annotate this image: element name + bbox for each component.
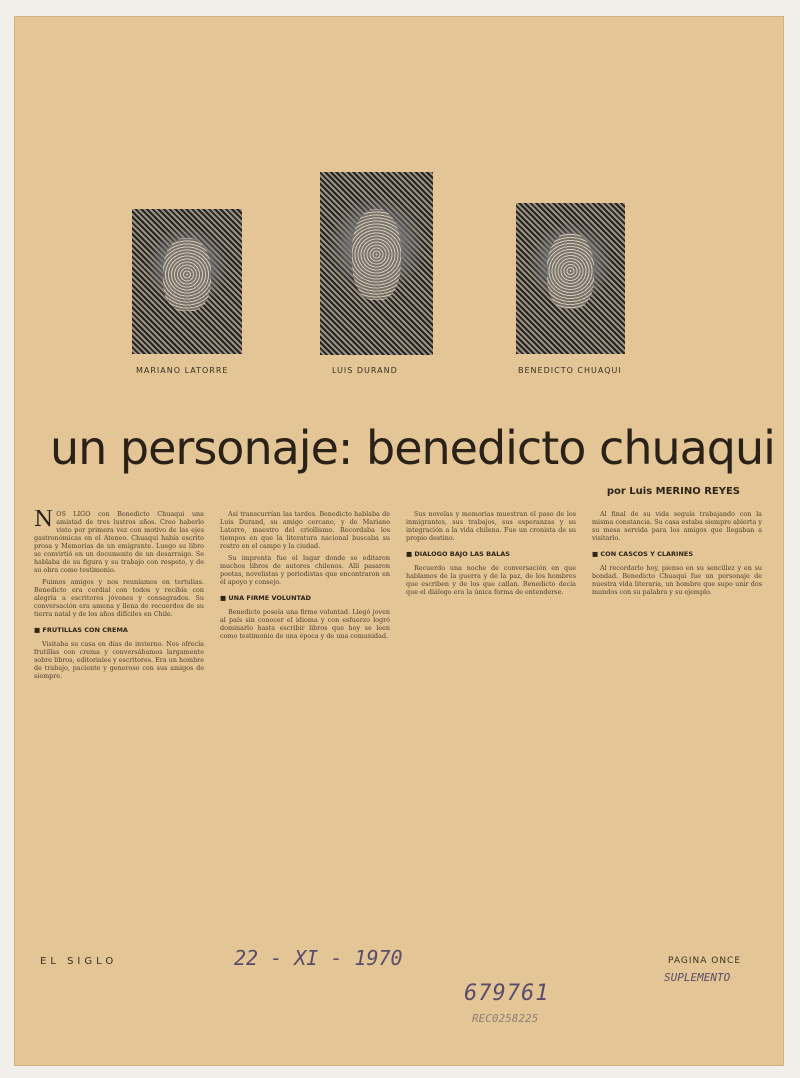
paragraph: Sus novelas y memorias muestran el paso de los inmigrantes, sus trabajos, sus esperanzas y su integración a la vida chilena. Fue un cronista de su propio destino. [406,510,576,542]
article-column-3 [406,510,576,930]
footer-page-label: PAGINA ONCE [668,956,742,966]
paragraph: Visitaba su casa en días de invierno. Nos ofrecía frutillas con crema y conversábamos largamente sobre libros, editoriales y escritores. Era un hombre de trabajo, paciente y generoso con sus amigos de siempre. [34,640,204,680]
byline: por Luis MERINO REYES [606,486,740,497]
photo-mariano-latorre [132,209,242,354]
headline: un personaje: benedicto chuaqui [50,421,775,475]
newspaper-page [14,16,784,1066]
subheading: ■ FRUTILLAS CON CREMA [34,626,204,634]
photo-benedicto-chuaqui [516,203,625,354]
subheading: ■ CON CASCOS Y CLARINES [592,550,762,558]
dropcap: N [34,510,54,532]
article-column-4 [592,510,762,930]
caption-luis-durand: LUIS DURAND [332,366,398,375]
caption-benedicto-chuaqui: BENEDICTO CHUAQUI [518,366,622,375]
article-column-2 [220,510,390,930]
caption-mariano-latorre: MARIANO LATORRE [136,366,229,375]
paragraph: Fuimos amigos y nos reuníamos en tertulias. Benedicto era cordial con todos y recibía con alegría a escritores jóvenes y consagrados. Su conversación era amena y llena de recuerdos de su tierra natal y de los años difíciles en Chile. [34,578,204,618]
subheading: ■ UNA FIRME VOLUNTAD [220,594,390,602]
subheading: ■ DIALOGO BAJO LAS BALAS [406,550,576,558]
handwritten-reference: REC0258225 [472,1012,539,1025]
footer-newspaper-name: EL SIGLO [40,956,118,967]
paragraph: Recuerdo una noche de conversación en que hablamos de la guerra y de la paz, de los hombres que escriben y de los que callan. Benedicto decía que el diálogo era la única forma de entenderse. [406,564,576,596]
handwritten-supplement: SUPLEMENTO [664,971,731,984]
article-column-1 [34,510,204,930]
handwritten-number: 679761 [464,981,550,1006]
handwritten-date: 22 - XI - 1970 [234,946,403,970]
paragraph: Al recordarlo hoy, pienso en su sencillez y en su bondad. Benedicto Chuaqui fue un personaje de nuestra vida literaria, un hombre que supo unir dos mundos con su palabra y su ejemplo. [592,564,762,596]
paragraph: Así transcurrían las tardes. Benedicto hablaba de Luis Durand, su amigo cercano, y de Mariano Latorre, maestro del criollismo. Recordaba los tiempos en que la literatura nacional buscaba su rostro en el campo y la ciudad. [220,510,390,550]
paragraph: Al final de su vida seguía trabajando con la misma constancia. Su casa estaba siempre abierta y su mesa servida para los amigos que llegaban a visitarlo. [592,510,762,542]
photo-luis-durand [320,172,433,355]
paragraph: Benedicto poseía una firme voluntad. Llegó joven al país sin conocer el idioma y con esfuerzo logró dominarlo hasta escribir libros que hoy se leen como testimonio de una época y de una comunidad. [220,608,390,640]
paragraph: OS LIGO con Benedicto Chuaqui una amistad de tres lustros años. Creo haberlo visto por primera vez con motivo de las ejes gastronómicas en el Ateneo. Chuaqui había escrito prosa y Memorias de un emigrante. Luego su libro se convirtió en un documento de un desarraigo. Se hablaba de su figura y su trabajo con respeto, y de su obra como testimonio. [34,510,204,574]
paragraph: Su imprenta fue el lugar donde se editaron muchos libros de autores chilenos. Allí pasaron poetas, novelistas y periodistas que encontraron en él apoyo y consejo. [220,554,390,586]
